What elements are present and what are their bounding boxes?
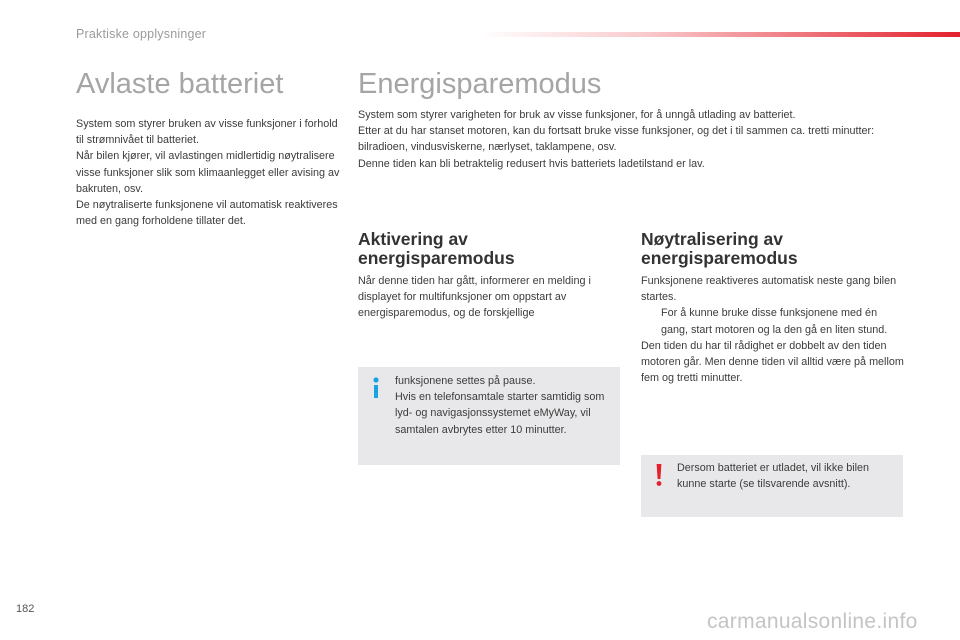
body-paragraph: Etter at du har stanset motoren, kan du fortsatt bruke visse funksjoner, og det i til sammen ca. tretti minutter: bilradioen, vindusviskerne, nærlyset, taklampene, osv. — [358, 125, 875, 154]
warning-note — [641, 455, 903, 517]
bullet-text: For å kunne bruke disse funksjonene med én gang, start motoren og la den gå en liten stund. — [661, 307, 888, 336]
info-icon — [371, 377, 381, 399]
body-paragraph: System som styrer bruken av visse funksjoner i forhold til strømnivået til batteriet. — [76, 118, 338, 147]
energy-saving-title: Energisparemodus — [358, 68, 602, 100]
bullet-item — [641, 305, 906, 337]
body-paragraph: De nøytraliserte funksjonene vil automatisk reaktiveres med en gang forholdene tillater det. — [76, 199, 338, 228]
energy-saving-intro — [358, 107, 918, 172]
activation-title: Aktivering av energisparemodus — [358, 229, 515, 268]
neutralization-body — [641, 273, 906, 386]
header-accent-bar — [480, 32, 960, 37]
body-paragraph: Den tiden du har til rådighet er dobbelt av den tiden motoren går. Men denne tiden vil alltid være på mellom fem og tretti minutter. — [641, 339, 904, 385]
body-paragraph: System som styrer varigheten for bruk av visse funksjoner, for å unngå utlading av batteriet. — [358, 109, 796, 121]
warning-icon — [654, 463, 664, 487]
watermark: carmanualsonline.info — [707, 610, 918, 633]
activation-text: Når denne tiden har gått, informerer en melding i displayet for multifunksjoner om oppstart av energisparemodus, og de forskjellige — [358, 275, 591, 320]
bullet-icon — [641, 305, 661, 337]
battery-relief-title: Avlaste batteriet — [76, 68, 284, 100]
warning-note-text: Dersom batteriet er utladet, vil ikke bilen kunne starte (se tilsvarende avsnitt). — [677, 462, 870, 491]
section-header-title: Praktiske opplysninger — [76, 27, 207, 41]
body-paragraph: Funksjonene reaktiveres automatisk neste gang bilen startes. — [641, 275, 897, 304]
info-note-line: Hvis en telefonsamtale starter samtidig som lyd- og navigasjonssystemet eMyWay, vil samtalen avbrytes etter 10 minutter. — [395, 391, 605, 436]
body-paragraph: Når bilen kjører, vil avlastingen midlertidig nøytralisere visse funksjoner slik som klimaanlegget eller avising av bakruten, osv. — [76, 150, 340, 195]
body-paragraph: Denne tiden kan bli betraktelig redusert hvis batteriets ladetilstand er lav. — [358, 157, 705, 170]
page-number: 182 — [16, 603, 35, 615]
info-note — [358, 367, 620, 465]
neutralization-title: Nøytralisering av energisparemodus — [641, 229, 798, 268]
battery-relief-body — [76, 116, 344, 229]
info-note-line: funksjonene settes på pause. — [395, 375, 536, 387]
